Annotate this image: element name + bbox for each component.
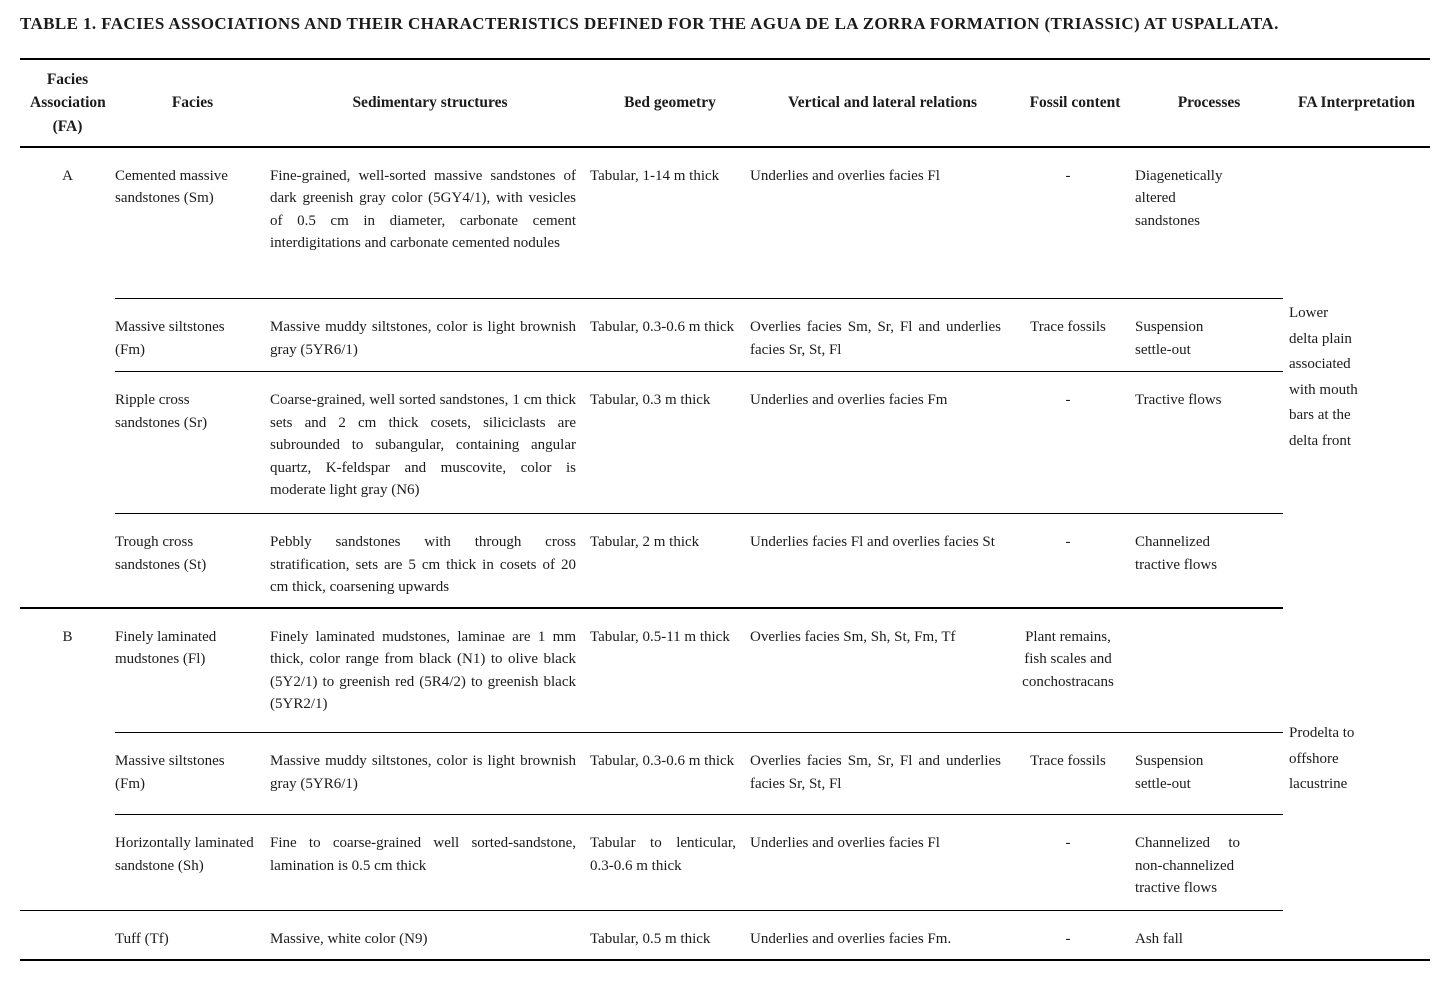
- processes-cell: Ash fall: [1135, 911, 1283, 960]
- processes-cell: Suspension settle-out: [1135, 299, 1283, 372]
- table-row: [20, 733, 1430, 815]
- processes-cell: Channelized tractive flows: [1135, 514, 1283, 608]
- bed-geometry-cell: Tabular, 0.3 m thick: [590, 372, 750, 514]
- fossil-content-cell: -: [1015, 815, 1135, 911]
- table-row: [20, 299, 1430, 372]
- column-header-facies: Facies: [115, 59, 270, 147]
- processes-cell: Suspension settle-out: [1135, 733, 1283, 815]
- sed-structures-cell: Massive muddy siltstones, color is light brownish gray (5YR6/1): [270, 299, 590, 372]
- column-header-processes: Processes: [1135, 59, 1283, 147]
- fossil-content-cell: -: [1065, 167, 1071, 184]
- relations-cell: Underlies and overlies facies Fl: [750, 167, 940, 184]
- column-header-fa-interpretation: FA Interpretation: [1283, 59, 1430, 147]
- empty-cell: [1283, 911, 1430, 960]
- fa-interpretation-cell: Prodelta to offshore lacustrine: [1289, 725, 1355, 792]
- fa-cell: B: [20, 608, 115, 911]
- empty-cell: [20, 911, 115, 960]
- processes-cell: Diagenetically altered sandstones: [1135, 167, 1223, 229]
- sed-structures-cell: Finely laminated mudstones, laminae are 1 mm thick, color range from black (N1) to olive black (5Y2/1) to greenish red (5R4/2) to greenish black (5YR2/1): [270, 608, 590, 733]
- column-header-fossil-content: Fossil content: [1015, 59, 1135, 147]
- table-title: TABLE 1. FACIES ASSOCIATIONS AND THEIR CHARACTERISTICS DEFINED FOR THE AGUA DE LA ZORRA FORMATION (TRIASSIC) AT USPALLATA.: [20, 14, 1279, 33]
- facies-table: [20, 58, 1430, 961]
- bed-geometry-cell: Tabular, 0.5 m thick: [590, 911, 750, 960]
- table-row: [20, 608, 1430, 733]
- table-row: [20, 147, 1430, 299]
- sed-structures-cell: Coarse-grained, well sorted sandstones, 1 cm thick sets and 2 cm thick cosets, siliciclasts are subrounded to subangular, containing angular quartz, K-feldspar and muscovite, color is moderate light gray (N6): [270, 372, 590, 514]
- processes-cell: Channelized to non-channelized tractive flows: [1135, 815, 1283, 911]
- bed-geometry-cell: Tabular, 2 m thick: [590, 514, 750, 608]
- table-row: [20, 911, 1430, 960]
- fossil-content-cell: -: [1015, 372, 1135, 514]
- relations-cell: Underlies and overlies facies Fm.: [750, 911, 1015, 960]
- fa-interpretation-cell: Lower delta plain associated with mouth bars at the delta front: [1289, 305, 1358, 449]
- facies-cell: Finely laminated mudstones (Fl): [115, 608, 270, 733]
- table-row: [20, 514, 1430, 608]
- fossil-content-cell: Trace fossils: [1015, 733, 1135, 815]
- fa-cell: A: [62, 167, 73, 184]
- column-header-facies-association: Facies Association (FA): [20, 59, 115, 147]
- facies-cell: Trough cross sandstones (St): [115, 514, 270, 608]
- facies-cell: Tuff (Tf): [115, 911, 270, 960]
- facies-cell: Massive siltstones (Fm): [115, 299, 270, 372]
- fossil-content-cell: -: [1015, 911, 1135, 960]
- fossil-content-cell: Plant remains, fish scales and conchostracans: [1015, 608, 1135, 733]
- sed-structures-cell: Fine-grained, well-sorted massive sandstones of dark greenish gray color (5GY4/1), with vesicles of 0.5 cm in diameter, carbonate cement interdigitations and carbonate cemented nodules: [270, 167, 576, 252]
- facies-cell: Cemented massive sandstones (Sm): [115, 167, 228, 207]
- sed-structures-cell: Massive muddy siltstones, color is light brownish gray (5YR6/1): [270, 733, 590, 815]
- sed-structures-cell: Fine to coarse-grained well sorted-sandstone, lamination is 0.5 cm thick: [270, 815, 590, 911]
- bed-geometry-cell: Tabular, 1-14 m thick: [590, 167, 720, 184]
- header-row: [20, 59, 1430, 147]
- table-row: [20, 372, 1430, 514]
- column-header-sedimentary-structures: Sedimentary structures: [270, 59, 590, 147]
- facies-cell: Horizontally laminated sandstone (Sh): [115, 815, 270, 911]
- fossil-content-cell: -: [1015, 514, 1135, 608]
- processes-cell: Tractive flows: [1135, 372, 1283, 514]
- relations-cell: Underlies facies Fl and overlies facies St: [750, 514, 1015, 608]
- bed-geometry-cell: Tabular, 0.3-0.6 m thick: [590, 733, 750, 815]
- relations-cell: Overlies facies Sm, Sh, St, Fm, Tf: [750, 608, 1015, 733]
- relations-cell: Underlies and overlies facies Fm: [750, 372, 1015, 514]
- relations-cell: Overlies facies Sm, Sr, Fl and underlies facies Sr, St, Fl: [750, 299, 1015, 372]
- facies-cell: Ripple cross sandstones (Sr): [115, 372, 270, 514]
- sed-structures-cell: Pebbly sandstones with through cross stratification, sets are 5 cm thick in cosets of 20 cm thick, coarsening upwards: [270, 514, 590, 608]
- bed-geometry-cell: Tabular, 0.5-11 m thick: [590, 608, 750, 733]
- fossil-content-cell: Trace fossils: [1015, 299, 1135, 372]
- processes-cell: [1135, 608, 1283, 733]
- relations-cell: Underlies and overlies facies Fl: [750, 815, 1015, 911]
- sed-structures-cell: Massive, white color (N9): [270, 911, 590, 960]
- bed-geometry-cell: Tabular, 0.3-0.6 m thick: [590, 299, 750, 372]
- relations-cell: Overlies facies Sm, Sr, Fl and underlies facies Sr, St, Fl: [750, 733, 1015, 815]
- column-header-bed-geometry: Bed geometry: [590, 59, 750, 147]
- facies-cell: Massive siltstones (Fm): [115, 733, 270, 815]
- column-header-vertical-lateral-relations: Vertical and lateral relations: [750, 59, 1015, 147]
- table-row: [20, 815, 1430, 911]
- bed-geometry-cell: Tabular to lenticular, 0.3-0.6 m thick: [590, 815, 750, 911]
